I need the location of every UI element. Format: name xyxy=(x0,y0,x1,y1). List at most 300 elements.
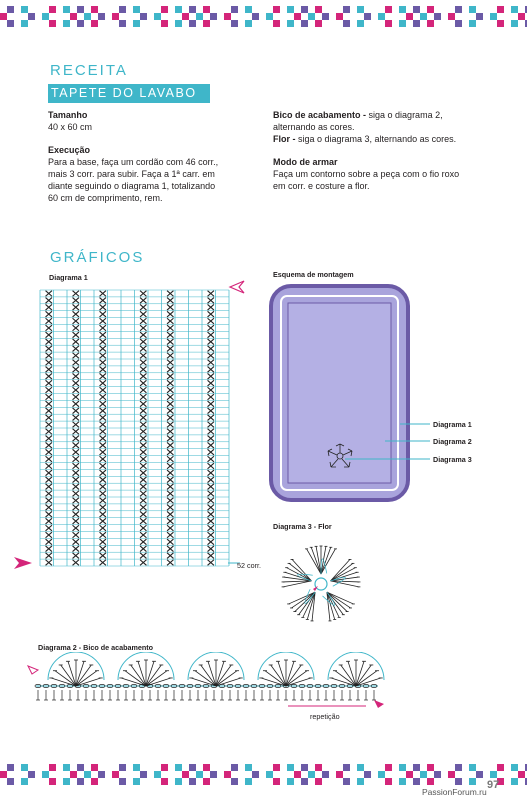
stitch-x xyxy=(167,539,173,545)
border-cell xyxy=(371,13,378,20)
border-cell xyxy=(280,6,287,13)
border-cell xyxy=(0,778,7,785)
border-cell xyxy=(245,6,252,13)
border-cell xyxy=(266,6,273,13)
border-cell xyxy=(105,771,112,778)
border-cell xyxy=(49,778,56,785)
stitch-x xyxy=(46,546,52,552)
stitch-x xyxy=(208,498,214,504)
border-cell xyxy=(77,20,84,27)
legend-leaders xyxy=(345,420,430,465)
border-cell xyxy=(119,20,126,27)
stitch-x xyxy=(208,491,214,497)
fan-stitch xyxy=(258,652,314,686)
border-cell xyxy=(42,6,49,13)
border-cell xyxy=(399,771,406,778)
stitch-x xyxy=(208,394,214,400)
border-cell xyxy=(343,20,350,27)
border-cell xyxy=(0,20,7,27)
border-cell xyxy=(28,771,35,778)
border-cell xyxy=(203,764,210,771)
stitch-x xyxy=(100,360,106,366)
border-cell xyxy=(427,13,434,20)
stitch-x xyxy=(73,394,79,400)
border-cell xyxy=(203,771,210,778)
border-cell xyxy=(175,20,182,27)
border-cell xyxy=(196,771,203,778)
border-cell xyxy=(217,13,224,20)
border-cell xyxy=(105,13,112,20)
border-cell xyxy=(168,764,175,771)
border-cell xyxy=(322,771,329,778)
stitch-x xyxy=(73,449,79,455)
legend-diagram3: Diagrama 3 xyxy=(433,455,472,464)
border-cell xyxy=(385,778,392,785)
stitch-x xyxy=(100,304,106,310)
border-cell xyxy=(392,6,399,13)
border-cell xyxy=(406,20,413,27)
border-cell xyxy=(56,771,63,778)
border-cell xyxy=(329,6,336,13)
stitch-x xyxy=(100,373,106,379)
border-cell xyxy=(56,20,63,27)
border-cell xyxy=(224,771,231,778)
border-cell xyxy=(385,13,392,20)
border-cell xyxy=(203,6,210,13)
stitch-x xyxy=(167,511,173,517)
border-cell xyxy=(308,771,315,778)
border-cell xyxy=(308,778,315,785)
stitch-x xyxy=(73,311,79,317)
stitch-x xyxy=(140,346,146,352)
border-cell xyxy=(392,778,399,785)
border-cell xyxy=(427,778,434,785)
row-start-arrow-icon xyxy=(12,557,34,569)
border-cell xyxy=(182,764,189,771)
border-cell xyxy=(203,778,210,785)
start-arrow-icon xyxy=(228,280,246,294)
stitch-x xyxy=(140,463,146,469)
stitch-x xyxy=(73,373,79,379)
stitch-x xyxy=(208,380,214,386)
stitch-x xyxy=(140,477,146,483)
border-cell xyxy=(476,764,483,771)
border-cell xyxy=(518,20,525,27)
border-cell xyxy=(231,764,238,771)
border-cell xyxy=(189,764,196,771)
border-cell xyxy=(252,771,259,778)
border-cell xyxy=(322,778,329,785)
border-cell xyxy=(210,771,217,778)
stitch-x xyxy=(46,408,52,414)
stitch-x xyxy=(208,415,214,421)
border-cell xyxy=(378,771,385,778)
stitch-x xyxy=(100,511,106,517)
border-cell xyxy=(434,13,441,20)
stitch-x xyxy=(100,380,106,386)
border-cell xyxy=(77,764,84,771)
stitch-x xyxy=(167,463,173,469)
border-cell xyxy=(497,771,504,778)
stitch-x xyxy=(208,525,214,531)
border-cell xyxy=(399,20,406,27)
border-cell xyxy=(140,20,147,27)
stitch-x xyxy=(73,360,79,366)
stitch-x xyxy=(140,339,146,345)
border-cell xyxy=(259,778,266,785)
border-cell xyxy=(490,13,497,20)
stitch-x xyxy=(73,298,79,304)
border-cell xyxy=(420,20,427,27)
stitch-x xyxy=(140,491,146,497)
stitch-x xyxy=(46,373,52,379)
stitch-x xyxy=(73,539,79,545)
border-cell xyxy=(231,13,238,20)
border-cell xyxy=(287,764,294,771)
border-cell xyxy=(294,764,301,771)
border-cell xyxy=(322,6,329,13)
border-cell xyxy=(84,778,91,785)
stitch-x xyxy=(46,291,52,297)
border-cell xyxy=(441,764,448,771)
border-cell xyxy=(210,13,217,20)
stitch-x xyxy=(208,353,214,359)
border-cell xyxy=(126,20,133,27)
border-cell xyxy=(511,771,518,778)
stitch-x xyxy=(167,346,173,352)
border-cell xyxy=(98,13,105,20)
border-cell xyxy=(161,20,168,27)
stitch-x xyxy=(167,408,173,414)
border-cell xyxy=(336,6,343,13)
border-cell xyxy=(462,13,469,20)
stitch-x xyxy=(167,429,173,435)
border-cell xyxy=(238,778,245,785)
border-cell xyxy=(504,6,511,13)
stitch-x xyxy=(167,373,173,379)
border-cell xyxy=(455,6,462,13)
border-cell xyxy=(497,13,504,20)
border-cell xyxy=(350,20,357,27)
start-arrow-icon xyxy=(28,666,38,674)
border-cell xyxy=(420,771,427,778)
border-cell xyxy=(301,771,308,778)
stitch-x xyxy=(73,387,79,393)
border-cell xyxy=(483,20,490,27)
petal xyxy=(331,559,361,586)
border-cell xyxy=(434,6,441,13)
border-cell xyxy=(147,778,154,785)
border-cell xyxy=(140,13,147,20)
stitch-x xyxy=(100,560,106,566)
border-cell xyxy=(147,6,154,13)
border-cell xyxy=(210,20,217,27)
border-cell xyxy=(280,13,287,20)
stitch-x xyxy=(46,318,52,324)
border-cell xyxy=(42,771,49,778)
stitch-x xyxy=(100,525,106,531)
stitch-x xyxy=(167,394,173,400)
border-cell xyxy=(427,6,434,13)
border-cell xyxy=(266,764,273,771)
border-cell xyxy=(315,771,322,778)
stitch-x xyxy=(140,401,146,407)
border-cell xyxy=(49,20,56,27)
execution-line: mais 3 corr. para subir. Faça a 1ª carr. em xyxy=(48,169,215,179)
border-cell xyxy=(364,778,371,785)
border-cell xyxy=(455,764,462,771)
border-cell xyxy=(238,764,245,771)
border-cell xyxy=(63,764,70,771)
stitch-x xyxy=(100,298,106,304)
stitch-x xyxy=(100,449,106,455)
border-cell xyxy=(147,764,154,771)
stitch-x xyxy=(140,304,146,310)
stitch-x xyxy=(208,470,214,476)
border-cell xyxy=(336,778,343,785)
border-cell xyxy=(518,771,525,778)
border-cell xyxy=(224,20,231,27)
border-cell xyxy=(91,6,98,13)
border-cell xyxy=(266,771,273,778)
border-cell xyxy=(511,20,518,27)
stitch-x xyxy=(100,505,106,511)
stitch-x xyxy=(167,332,173,338)
border-cell xyxy=(189,778,196,785)
border-cell xyxy=(7,13,14,20)
stitch-x xyxy=(46,367,52,373)
stitch-x xyxy=(73,367,79,373)
border-cell xyxy=(413,778,420,785)
border-cell xyxy=(56,764,63,771)
border-cell xyxy=(42,20,49,27)
border-cell xyxy=(406,764,413,771)
border-cell xyxy=(133,20,140,27)
stitch-x xyxy=(140,525,146,531)
border-cell xyxy=(392,20,399,27)
border-cell xyxy=(301,13,308,20)
stitch-x xyxy=(100,436,106,442)
stitch-x xyxy=(46,449,52,455)
border-cell xyxy=(119,764,126,771)
stitch-x xyxy=(208,401,214,407)
stitch-x xyxy=(100,477,106,483)
border-cell xyxy=(434,764,441,771)
border-cell xyxy=(462,6,469,13)
border-cell xyxy=(203,13,210,20)
border-cell xyxy=(322,20,329,27)
border-cell xyxy=(266,13,273,20)
border-cell xyxy=(308,20,315,27)
border-cell xyxy=(196,20,203,27)
border-cell xyxy=(378,778,385,785)
stitch-x xyxy=(73,491,79,497)
stitch-x xyxy=(140,353,146,359)
stitch-x xyxy=(100,532,106,538)
stitch-x xyxy=(140,532,146,538)
border-cell xyxy=(266,778,273,785)
border-cell xyxy=(336,20,343,27)
border-cell xyxy=(469,771,476,778)
border-cell xyxy=(112,778,119,785)
border-cell xyxy=(63,778,70,785)
border-cell xyxy=(343,771,350,778)
border-cell xyxy=(441,20,448,27)
border-cell xyxy=(357,764,364,771)
stitch-x xyxy=(73,477,79,483)
stitch-x xyxy=(140,394,146,400)
border-cell xyxy=(140,778,147,785)
stitch-x xyxy=(167,560,173,566)
border-cell xyxy=(42,13,49,20)
stitch-x xyxy=(208,442,214,448)
border-cell xyxy=(273,20,280,27)
stitch-x xyxy=(73,518,79,524)
border-cell xyxy=(238,13,245,20)
stitch-x xyxy=(140,325,146,331)
flower-instruction xyxy=(273,133,456,145)
border-cell xyxy=(315,778,322,785)
border-cell xyxy=(28,13,35,20)
border-cell xyxy=(189,13,196,20)
stitch-x xyxy=(73,291,79,297)
border-cell xyxy=(196,13,203,20)
border-cell xyxy=(21,778,28,785)
border-cell xyxy=(434,771,441,778)
border-cell xyxy=(259,13,266,20)
border-cell xyxy=(455,20,462,27)
stitch-x xyxy=(140,553,146,559)
stitch-x xyxy=(73,339,79,345)
edge-instruction xyxy=(273,109,443,121)
border-cell xyxy=(378,20,385,27)
border-cell xyxy=(287,6,294,13)
border-cell xyxy=(308,13,315,20)
border-cell xyxy=(448,764,455,771)
border-cell xyxy=(392,764,399,771)
border-cell xyxy=(119,13,126,20)
border-cell xyxy=(441,13,448,20)
border-cell xyxy=(63,6,70,13)
border-cell xyxy=(413,764,420,771)
border-cell xyxy=(329,764,336,771)
border-cell xyxy=(63,771,70,778)
border-cell xyxy=(420,6,427,13)
border-cell xyxy=(413,20,420,27)
border-cell xyxy=(280,20,287,27)
border-cell xyxy=(308,764,315,771)
fan-stitch xyxy=(118,652,174,686)
stitch-x xyxy=(208,298,214,304)
legend-diagram2: Diagrama 2 xyxy=(433,437,472,446)
border-cell xyxy=(385,764,392,771)
stitch-x xyxy=(46,304,52,310)
stitch-x xyxy=(100,470,106,476)
stitch-x xyxy=(140,505,146,511)
border-cell xyxy=(217,771,224,778)
stitch-x xyxy=(140,373,146,379)
stitch-x xyxy=(140,449,146,455)
border-cell xyxy=(182,778,189,785)
border-cell xyxy=(280,764,287,771)
stitch-x xyxy=(100,491,106,497)
border-cell xyxy=(329,13,336,20)
stitch-x xyxy=(46,436,52,442)
stitch-x xyxy=(208,484,214,490)
decorative-border-top xyxy=(0,6,527,28)
border-cell xyxy=(294,771,301,778)
stitch-x xyxy=(46,415,52,421)
fan-stitch xyxy=(328,652,384,686)
stitch-x xyxy=(46,491,52,497)
stitch-x xyxy=(73,484,79,490)
border-cell xyxy=(35,6,42,13)
border-cell xyxy=(252,20,259,27)
border-cell xyxy=(105,764,112,771)
stitch-x xyxy=(140,422,146,428)
border-cell xyxy=(91,778,98,785)
border-cell xyxy=(224,778,231,785)
border-cell xyxy=(287,20,294,27)
stitch-x xyxy=(46,353,52,359)
stitch-x xyxy=(46,498,52,504)
border-cell xyxy=(42,764,49,771)
stitch-x xyxy=(100,415,106,421)
stitch-x xyxy=(167,339,173,345)
stitch-x xyxy=(208,387,214,393)
diagram1-label: Diagrama 1 xyxy=(49,273,88,282)
recipe-title-bar: TAPETE DO LAVABO xyxy=(48,84,210,103)
stitch-x xyxy=(208,463,214,469)
border-cell xyxy=(14,778,21,785)
stitch-x xyxy=(73,429,79,435)
border-cell xyxy=(518,6,525,13)
border-cell xyxy=(427,771,434,778)
stitch-x xyxy=(208,560,214,566)
border-cell xyxy=(119,6,126,13)
border-cell xyxy=(189,771,196,778)
border-cell xyxy=(112,20,119,27)
stitch-x xyxy=(208,429,214,435)
stitch-x xyxy=(46,387,52,393)
border-cell xyxy=(455,771,462,778)
border-cell xyxy=(224,13,231,20)
section-title-graphics: GRÁFICOS xyxy=(50,249,145,266)
stitch-x xyxy=(140,367,146,373)
border-cell xyxy=(140,6,147,13)
border-cell xyxy=(343,778,350,785)
border-cell xyxy=(168,20,175,27)
border-cell xyxy=(84,20,91,27)
border-cell xyxy=(0,764,7,771)
border-cell xyxy=(427,764,434,771)
stitch-x xyxy=(100,291,106,297)
border-cell xyxy=(469,764,476,771)
border-cell xyxy=(329,20,336,27)
assembly-heading: Modo de armar xyxy=(273,157,338,167)
stitch-x xyxy=(73,304,79,310)
border-cell xyxy=(35,771,42,778)
border-cell xyxy=(462,778,469,785)
border-cell xyxy=(91,20,98,27)
border-cell xyxy=(70,778,77,785)
stitch-x xyxy=(73,505,79,511)
border-cell xyxy=(259,6,266,13)
border-cell xyxy=(7,764,14,771)
border-cell xyxy=(14,20,21,27)
stitch-x xyxy=(167,546,173,552)
stitch-x xyxy=(167,380,173,386)
